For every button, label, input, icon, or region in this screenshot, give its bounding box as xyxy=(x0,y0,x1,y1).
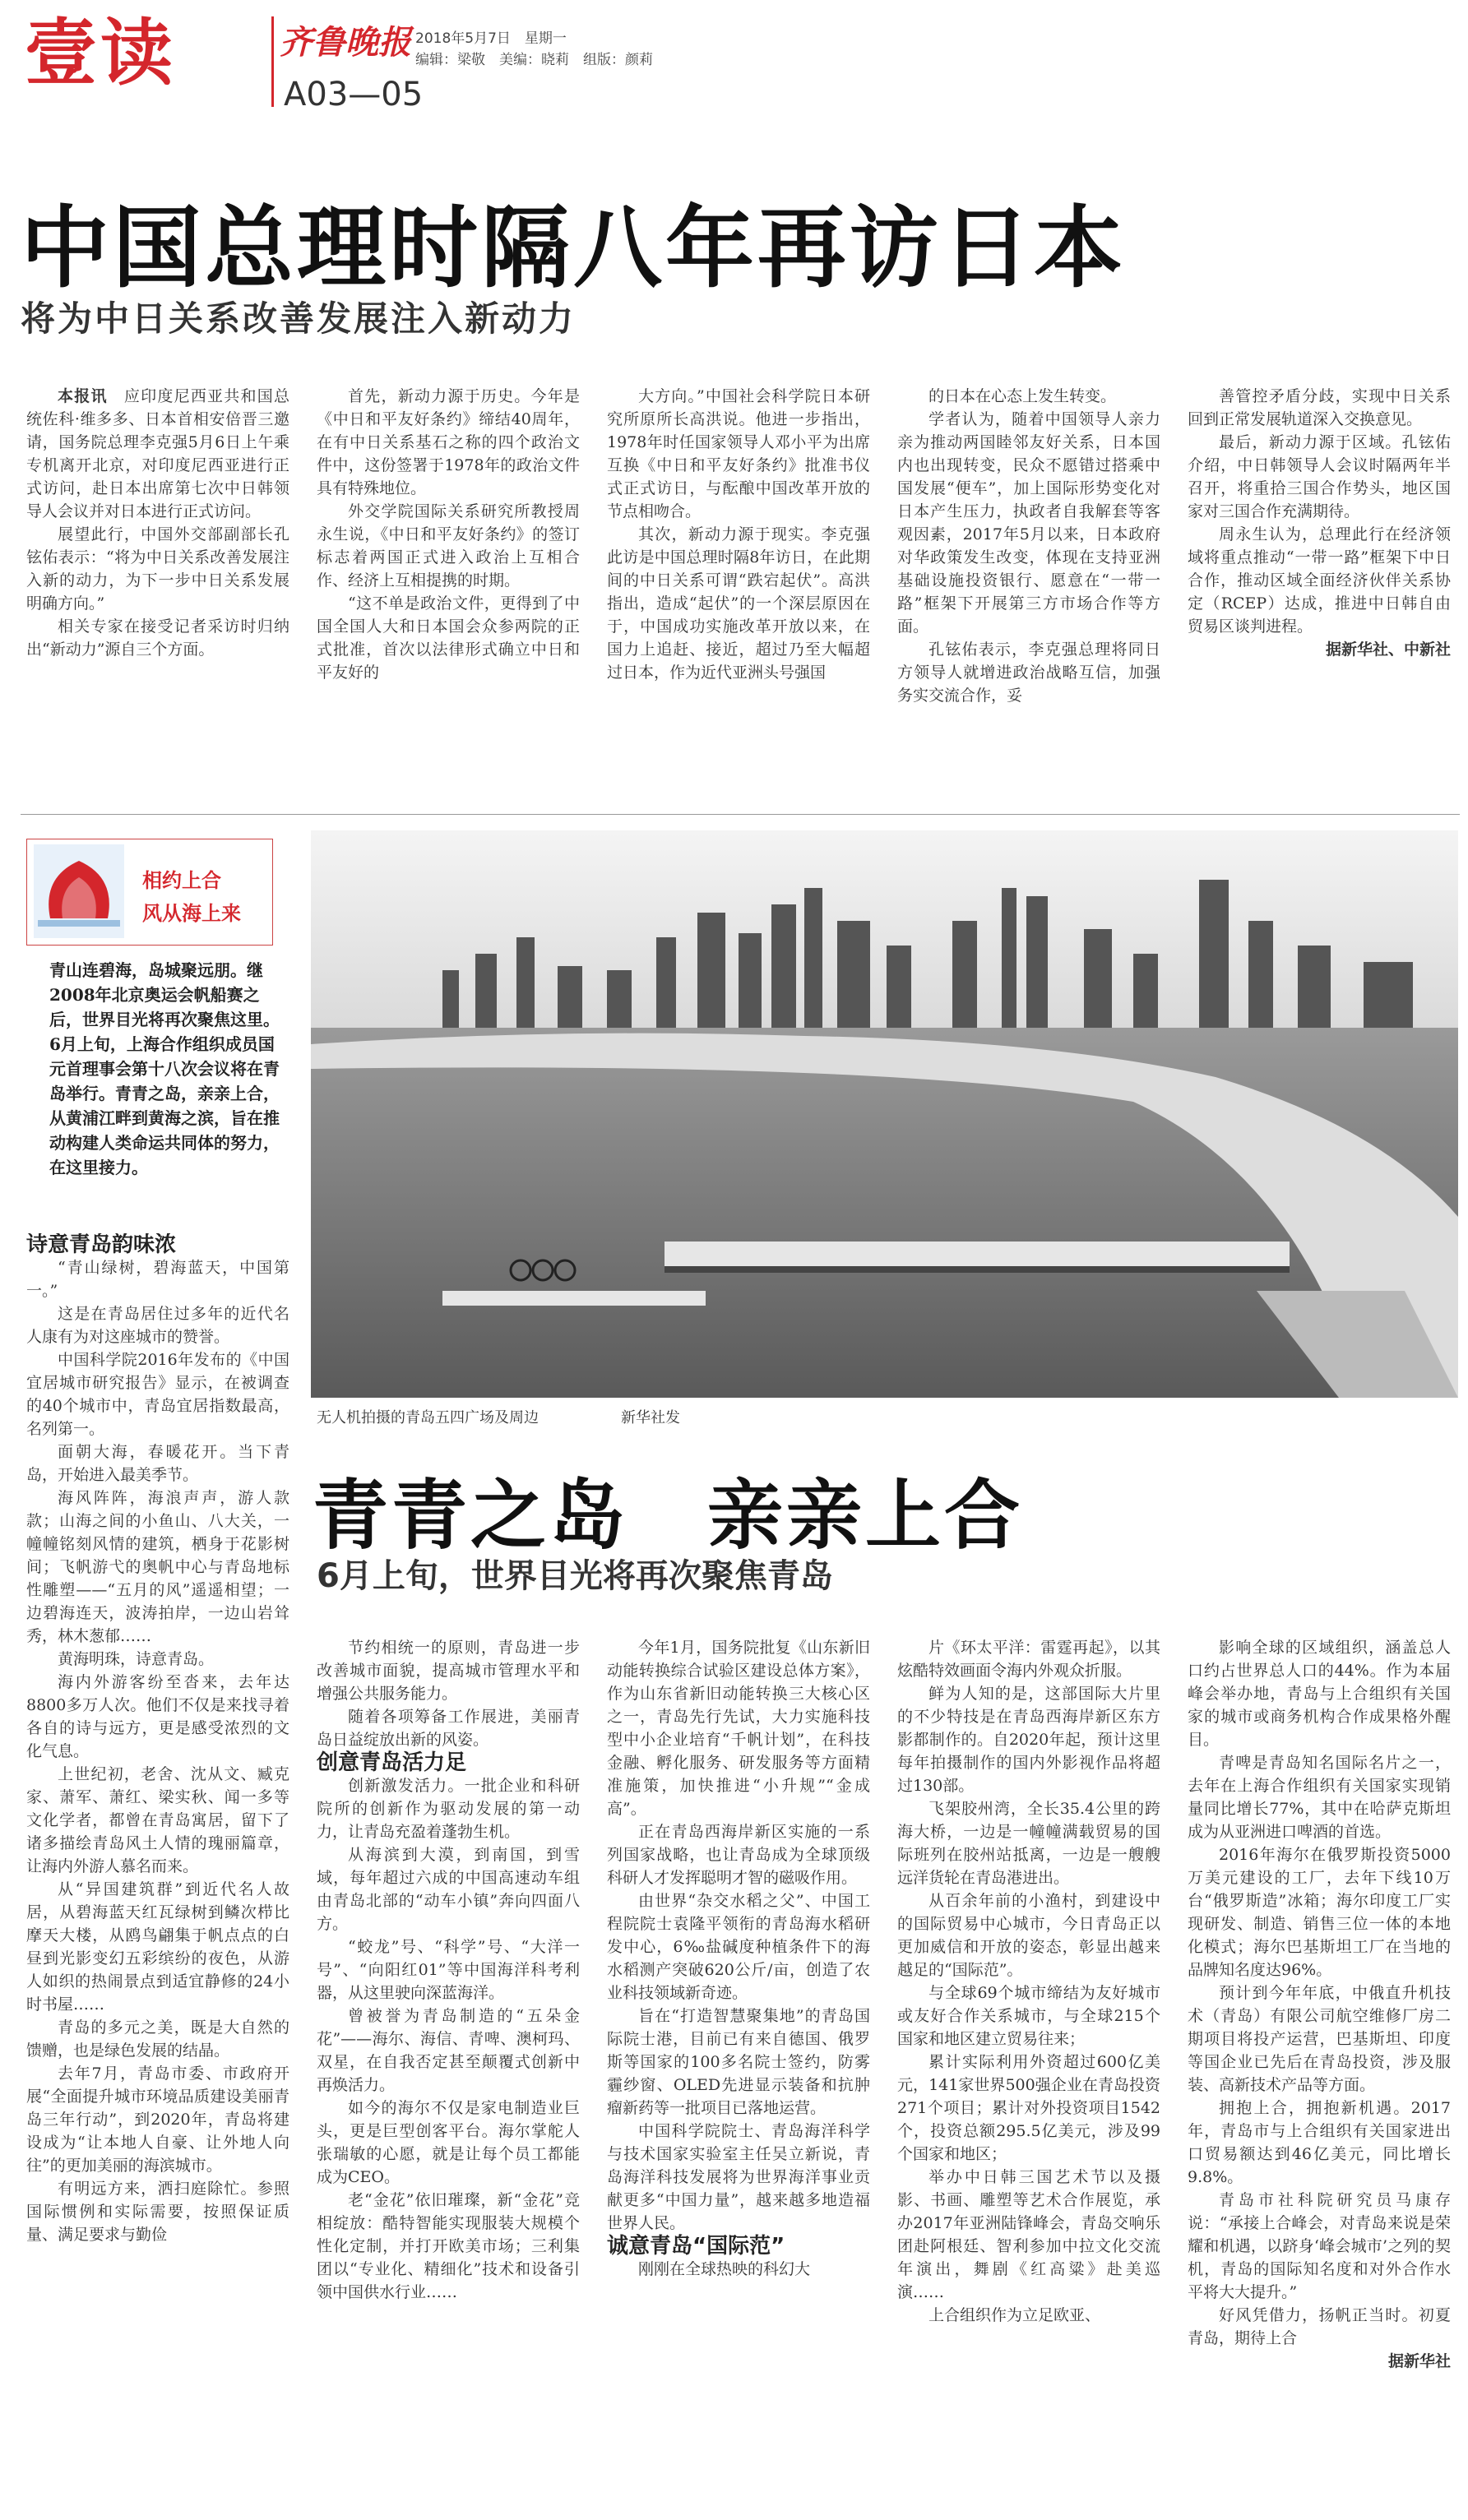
sculpture-icon xyxy=(34,844,124,938)
section-title: 壹读 xyxy=(25,11,177,95)
feature-subhead-1: 诗意青岛韵味浓 xyxy=(26,1233,177,1257)
paragraph: 老“金花”依旧璀璨，新“金花”竞相绽放：酷特智能实现服装大规模个性化定制，并打开欧美市场；三利集团以“专业化、精细化”技术和设备引领中国供水行业…… xyxy=(317,2191,580,2301)
top-story-column-5 xyxy=(1188,385,1451,788)
paragraph: 从百余年前的小渔村，到建设中的国际贸易中心城市，今日青岛正以更加威信和开放的姿态，彰显出越来越足的“国际范”。 xyxy=(897,1892,1160,1979)
paragraph: 大方向。”中国社会科学院日本研究所原所长高洪说。他进一步指出，1978年时任国家领导人邓小平为出席互换《中日和平友好条约》批准书仪式正式访日，与酝酿中国改革开放的节点相吻合。 xyxy=(607,387,870,520)
paragraph: 好风凭借力，扬帆正当时。初夏青岛，期待上合 xyxy=(1188,2306,1451,2347)
newspaper-logo: 齐鲁晚报 xyxy=(280,23,411,62)
paragraph: 中国科学院2016年发布的《中国宜居城市研究报告》显示，在被调查的40个城市中，青岛宜居指数最高，名列第一。 xyxy=(26,1351,289,1438)
paragraph: 黄海明珠，诗意青岛。 xyxy=(58,1650,215,1668)
city-skyline-photo xyxy=(311,830,1458,1398)
paragraph: 海内外游客纷至沓来，去年达8800多万人次。他们不仅是来找寻着各自的诗与远方，更是感受浓烈的文化气息。 xyxy=(26,1673,289,1760)
paragraph: 首先，新动力源于历史。今年是《中日和平友好条约》缔结40周年，在有中日关系基石之称的四个政治文件中，这份签署于1978年的政治文件具有特殊地位。 xyxy=(317,387,580,497)
paragraph: 累计实际利用外资超过600亿美元，141家世界500强企业在青岛投资271个项目；累计对外投资项目1542个，投资总额295.5亿美元，涉及99个国家和地区； xyxy=(897,2053,1160,2163)
paragraph: 孔铉佑表示，李克强总理将同日方领导人就增进政治战略互信，加强务实交流合作，妥 xyxy=(897,640,1160,705)
photo-caption: 无人机拍摄的青岛五四广场及周边 xyxy=(317,1409,539,1426)
paragraph: 预计到今年年底，中俄直升机技术（青岛）有限公司航空维修厂房二期项目将投产运营，巴基斯坦、印度等国企业已先后在青岛投资，涉及服装、高新技术产品等方面。 xyxy=(1188,1984,1451,2094)
paragraph: 拥抱上合，拥抱新机遇。2017年，青岛市与上合组织有关国家进出口贸易额达到46亿美元，同比增长9.8%。 xyxy=(1188,2099,1451,2186)
top-story-column-1 xyxy=(26,385,289,771)
paragraph: 相关专家在接受记者采访时归纳出“新动力”源自三个方面。 xyxy=(26,617,289,659)
date-line: 2018年5月7日 星期一 xyxy=(415,30,567,47)
paragraph: 海风阵阵，海浪声声，游人款款；山海之间的小鱼山、八大关，一幢幢铭刻风情的建筑，栖身于花影树间；飞帆游弋的奥帆中心与青岛地标性雕塑——“五月的风”遥遥相望；一边碧海连天，波涛拍岸，一边山岩耸秀，林木葱郁…… xyxy=(26,1489,289,1645)
paragraph: 由世界“杂交水稻之父”、中国工程院院士袁隆平领衔的青岛海水稻研发中心，6‰盐碱度种植条件下的海水稻测产突破620公斤/亩，创造了农业科技领域新奇迹。 xyxy=(607,1892,870,2002)
paragraph: 旨在“打造智慧聚集地”的青岛国际院士港，目前已有来自德国、俄罗斯等国家的100多名院士签约，防雾霾纱窗、OLED先进显示装备和抗肿瘤新药等一批项目已落地运营。 xyxy=(607,2007,870,2117)
feature-column-5 xyxy=(1188,1636,1451,2508)
feature-subhead: 6月上旬，世界目光将再次聚焦青岛 xyxy=(317,1557,833,1595)
paragraph: 曾被誉为青岛制造的“五朵金花”——海尔、海信、青啤、澳柯玛、双星，在自我否定甚至颠覆式创新中再焕活力。 xyxy=(317,2007,580,2094)
paragraph: 与全球69个城市缔结为友好城市或友好合作关系城市，与全球215个国家和地区建立贸易往来； xyxy=(897,1984,1160,2048)
paragraph: 随着各项筹备工作展进，美丽青岛日益绽放出新的风姿。 xyxy=(317,1708,580,1749)
paragraph: 如今的海尔不仅是家电制造业巨头，更是巨型创客平台。海尔掌舵人张瑞敏的心愿，就是让每个员工都能成为CEO。 xyxy=(317,2099,580,2186)
paragraph: 善管控矛盾分歧，实现中日关系回到正常发展轨道深入交换意见。 xyxy=(1188,387,1451,428)
paragraph: 今年1月，国务院批复《山东新旧动能转换综合试验区建设总体方案》，作为山东省新旧动能转换三大核心区之一，青岛先行先试，大力实施科技型中小企业培育“千帆计划”，在科技金融、孵化服务、研发服务等方面精准施策，加快推进“小升规”“金成高”。 xyxy=(607,1639,870,1818)
paragraph: 2016年海尔在俄罗斯投资5000万美元建设的工厂，去年下线10万台“俄罗斯造”冰箱；海尔印度工厂实现研发、制造、销售三位一体的本地化模式；海尔巴基斯坦工厂在当地的品牌知名度达96%。 xyxy=(1188,1846,1451,1979)
paragraph: 青岛市社科院研究员马康存说：“承接上合峰会，对青岛来说是荣耀和机遇，以跻身‘峰会城市’之列的契机，青岛的国际知名度和对外合作水平将大大提升。” xyxy=(1188,2191,1451,2301)
staff-line: 编辑：梁敬 美编：晓莉 组版：颜莉 xyxy=(415,52,653,68)
feature-headline: 青青之岛 亲亲上合 xyxy=(313,1472,1024,1560)
skyline-illustration xyxy=(311,830,1458,1398)
page-number: A03—05 xyxy=(284,76,424,113)
photo-credit: 新华社发 xyxy=(621,1409,680,1426)
feature-credit: 据新华社 xyxy=(1387,2352,1451,2370)
paragraph: 周永生认为，总理此行在经济领域将重点推动“一带一路”框架下中日合作，推动区域全面经济伙伴关系协定（RCEP）达成，推进中日韩自由贸易区谈判进程。 xyxy=(1188,525,1451,636)
paragraph: 节约相统一的原则，青岛进一步改善城市面貌，提高城市管理水平和增强公共服务能力。 xyxy=(317,1639,580,1703)
paragraph: 正在青岛西海岸新区实施的一系列国家战略，也让青岛成为全球顶级科研人才发挥聪明才智的磁吸作用。 xyxy=(607,1823,870,1887)
feature-intro: 青山连碧海，岛城聚远朋。继2008年北京奥运会帆船赛之后，世界目光将再次聚焦这里。6月上旬，上海合作组织成员国元首理事会第十八次会议将在青岛举行。青青之岛，亲亲上合，从黄浦江畔到黄海之滨，旨在推动构建人类命运共同体的努力，在这里接力。 xyxy=(49,960,280,1177)
feature-column-3 xyxy=(607,1636,870,2508)
top-story-column-4 xyxy=(897,385,1160,771)
paragraph: 刚刚在全球热映的科幻大 xyxy=(638,2260,811,2278)
top-story-column-2 xyxy=(317,385,580,771)
feature-column-left xyxy=(26,1233,289,2508)
paragraph: 中国科学院院士、青岛海洋科学与技术国家实验室主任吴立新说，青岛海洋科技发展将为世界海洋事业贡献更多“中国力量”，越来越多地造福世界人民。 xyxy=(607,2122,870,2232)
top-story-column-3 xyxy=(607,385,870,771)
paragraph: “这不单是政治文件，更得到了中国全国人大和日本国会众参两院的正式批准，首次以法律形式确立中日和平友好的 xyxy=(317,594,580,682)
paragraph: 展望此行，中国外交部副部长孔铉佑表示：“将为中日关系改善发展注入新的动力，为下一步中日关系发展明确方向。” xyxy=(26,525,289,613)
paragraph: 上合组织作为立足欧亚、 xyxy=(928,2306,1101,2324)
main-headline: 中国总理时隔八年再访日本 xyxy=(21,197,1127,300)
feature-column-2 xyxy=(317,1636,580,2508)
paragraph: 青啤是青岛知名国际名片之一，去年在上海合作组织有关国家实现销量同比增长77%，其中在哈萨克斯坦成为从亚洲进口啤酒的首选。 xyxy=(1188,1754,1451,1841)
paragraph: 举办中日韩三国艺术节以及摄影、书画、雕塑等艺术合作展览，承办2017年亚洲陆锋峰会，青岛交响乐团赴阿根廷、智利参加中拉文化交流年演出，舞剧《红高粱》赴美巡演…… xyxy=(897,2168,1160,2301)
feature-banner xyxy=(26,839,273,946)
banner-line-2: 风从海上来 xyxy=(142,902,241,925)
paragraph: 从海滨到大漠，到南国，到雪域，每年超过六成的中国高速动车组由青岛北部的“动车小镇”奔向四面八方。 xyxy=(317,1846,580,1933)
paragraph: 影响全球的区域组织，涵盖总人口约占世界总人口的44%。作为本届峰会举办地，青岛与上合组织有关国家的城市或商务机构合作成果格外醒目。 xyxy=(1188,1639,1451,1749)
banner-line-1: 相约上合 xyxy=(142,869,221,892)
feature-subhead-2: 创意青岛活力足 xyxy=(317,1750,467,1775)
paragraph: 最后，新动力源于区域。孔铉佑介绍，中日韩领导人会议时隔两年半召开，将重拾三国合作势头，地区国家对三国合作充满期待。 xyxy=(1188,433,1451,520)
paragraph: 其次，新动力源于现实。李克强此访是中国总理时隔8年访日，在此期间的中日关系可谓“跌宕起伏”。高洪指出，造成“起伏”的一个深层原因在于，中国成功实施改革开放以来，在国力上追赶、接近，超过乃至大幅超过日本，作为近代亚洲头号强国 xyxy=(607,525,870,682)
paragraph: 上世纪初，老舍、沈从文、臧克家、萧军、萧红、梁实秋、闻一多等文化学者，都曾在青岛寓居，留下了诸多描绘青岛风土人情的瑰丽篇章，让海内外游人慕名而来。 xyxy=(26,1765,289,1875)
paragraph: 片《环太平洋：雷霆再起》，以其炫酷特效画面令海内外观众折服。 xyxy=(897,1639,1160,1680)
paragraph: 应印度尼西亚共和国总统佐科·维多多、日本首相安倍晋三邀请，国务院总理李克强5月6日上午乘专机离开北京，对印度尼西亚进行正式访问，赴日本出席第七次中日韩领导人会议并对日本进行正式访问。 xyxy=(26,387,289,520)
feature-column-4 xyxy=(897,1636,1160,2508)
paragraph: 去年7月，青岛市委、市政府开展“全面提升城市环境品质建设美丽青岛三年行动”，到2020年，青岛将建设成为“让本地人自豪、让外地人向往”的更加美丽的海滨城市。 xyxy=(26,2065,289,2175)
lead-label: 本报讯 xyxy=(58,387,108,405)
paragraph: 有明远方来，洒扫庭除忙。参照国际惯例和实际需要，按照保证质量、满足要求与勤俭 xyxy=(26,2180,289,2244)
feature-subhead-3: 诚意青岛“国际范” xyxy=(607,2234,785,2259)
paragraph: 这是在青岛居住过多年的近代名人康有为对这座城市的赞誉。 xyxy=(26,1305,289,1346)
paragraph: 从“异国建筑群”到近代名人故居，从碧海蓝天红瓦绿树到鳞次栉比摩天大楼，从鸥鸟翩集于帆点点的白昼到光影变幻五彩缤纷的夜色，从游人如织的热闹景点到适宜静修的24小时书屋…… xyxy=(26,1880,289,2014)
paragraph: “蛟龙”号、“科学”号、“大洋一号”、“向阳红01”等中国海洋科考利器，从这里驶向深蓝海洋。 xyxy=(317,1938,580,2002)
paragraph: 创新激发活力。一批企业和科研院所的创新作为驱动发展的第一动力，让青岛充盈着蓬勃生机。 xyxy=(317,1777,580,1841)
paragraph: 鲜为人知的是，这部国际大片里的不少特技是在青岛西海岸新区东方影都制作的。自2020年起，预计这里每年拍摄制作的国内外影视作品将超过130部。 xyxy=(897,1685,1160,1795)
section-divider xyxy=(21,814,1460,815)
paragraph: 青岛的多元之美，既是大自然的馈赠，也是绿色发展的结晶。 xyxy=(26,2018,289,2060)
paragraph: “青山绿树，碧海蓝天，中国第一。” xyxy=(26,1259,289,1300)
paragraph: 外交学院国际关系研究所教授周永生说，《中日和平友好条约》的签订标志着两国正式进入政治上互相合作、经济上互相提携的时期。 xyxy=(317,502,580,590)
paragraph: 学者认为，随着中国领导人亲力亲为推动两国睦邻友好关系，日本国内也出现转变，民众不愿错过搭乘中国发展“便车”，加上国际形势变化对日本产生压力，执政者自我解套等客观因素，2017年5月以来，日本政府对华政策发生改变，体现在支持亚洲基础设施投资银行、愿意在“一带一路”框架下开展第三方市场合作等方面。 xyxy=(897,410,1160,636)
top-story-credit: 据新华社、中新社 xyxy=(1325,640,1451,659)
main-subhead: 将为中日关系改善发展注入新动力 xyxy=(21,298,577,339)
paragraph: 的日本在心态上发生转变。 xyxy=(928,387,1117,405)
paragraph: 面朝大海，春暖花开。当下青岛，开始进入最美季节。 xyxy=(26,1443,289,1484)
header-divider xyxy=(271,16,274,107)
paragraph: 飞架胶州湾，全长35.4公里的跨海大桥，一边是一幢幢满载贸易的国际班列在胶州站抵离，一边是一艘艘远洋货轮在青岛港进出。 xyxy=(897,1800,1160,1887)
